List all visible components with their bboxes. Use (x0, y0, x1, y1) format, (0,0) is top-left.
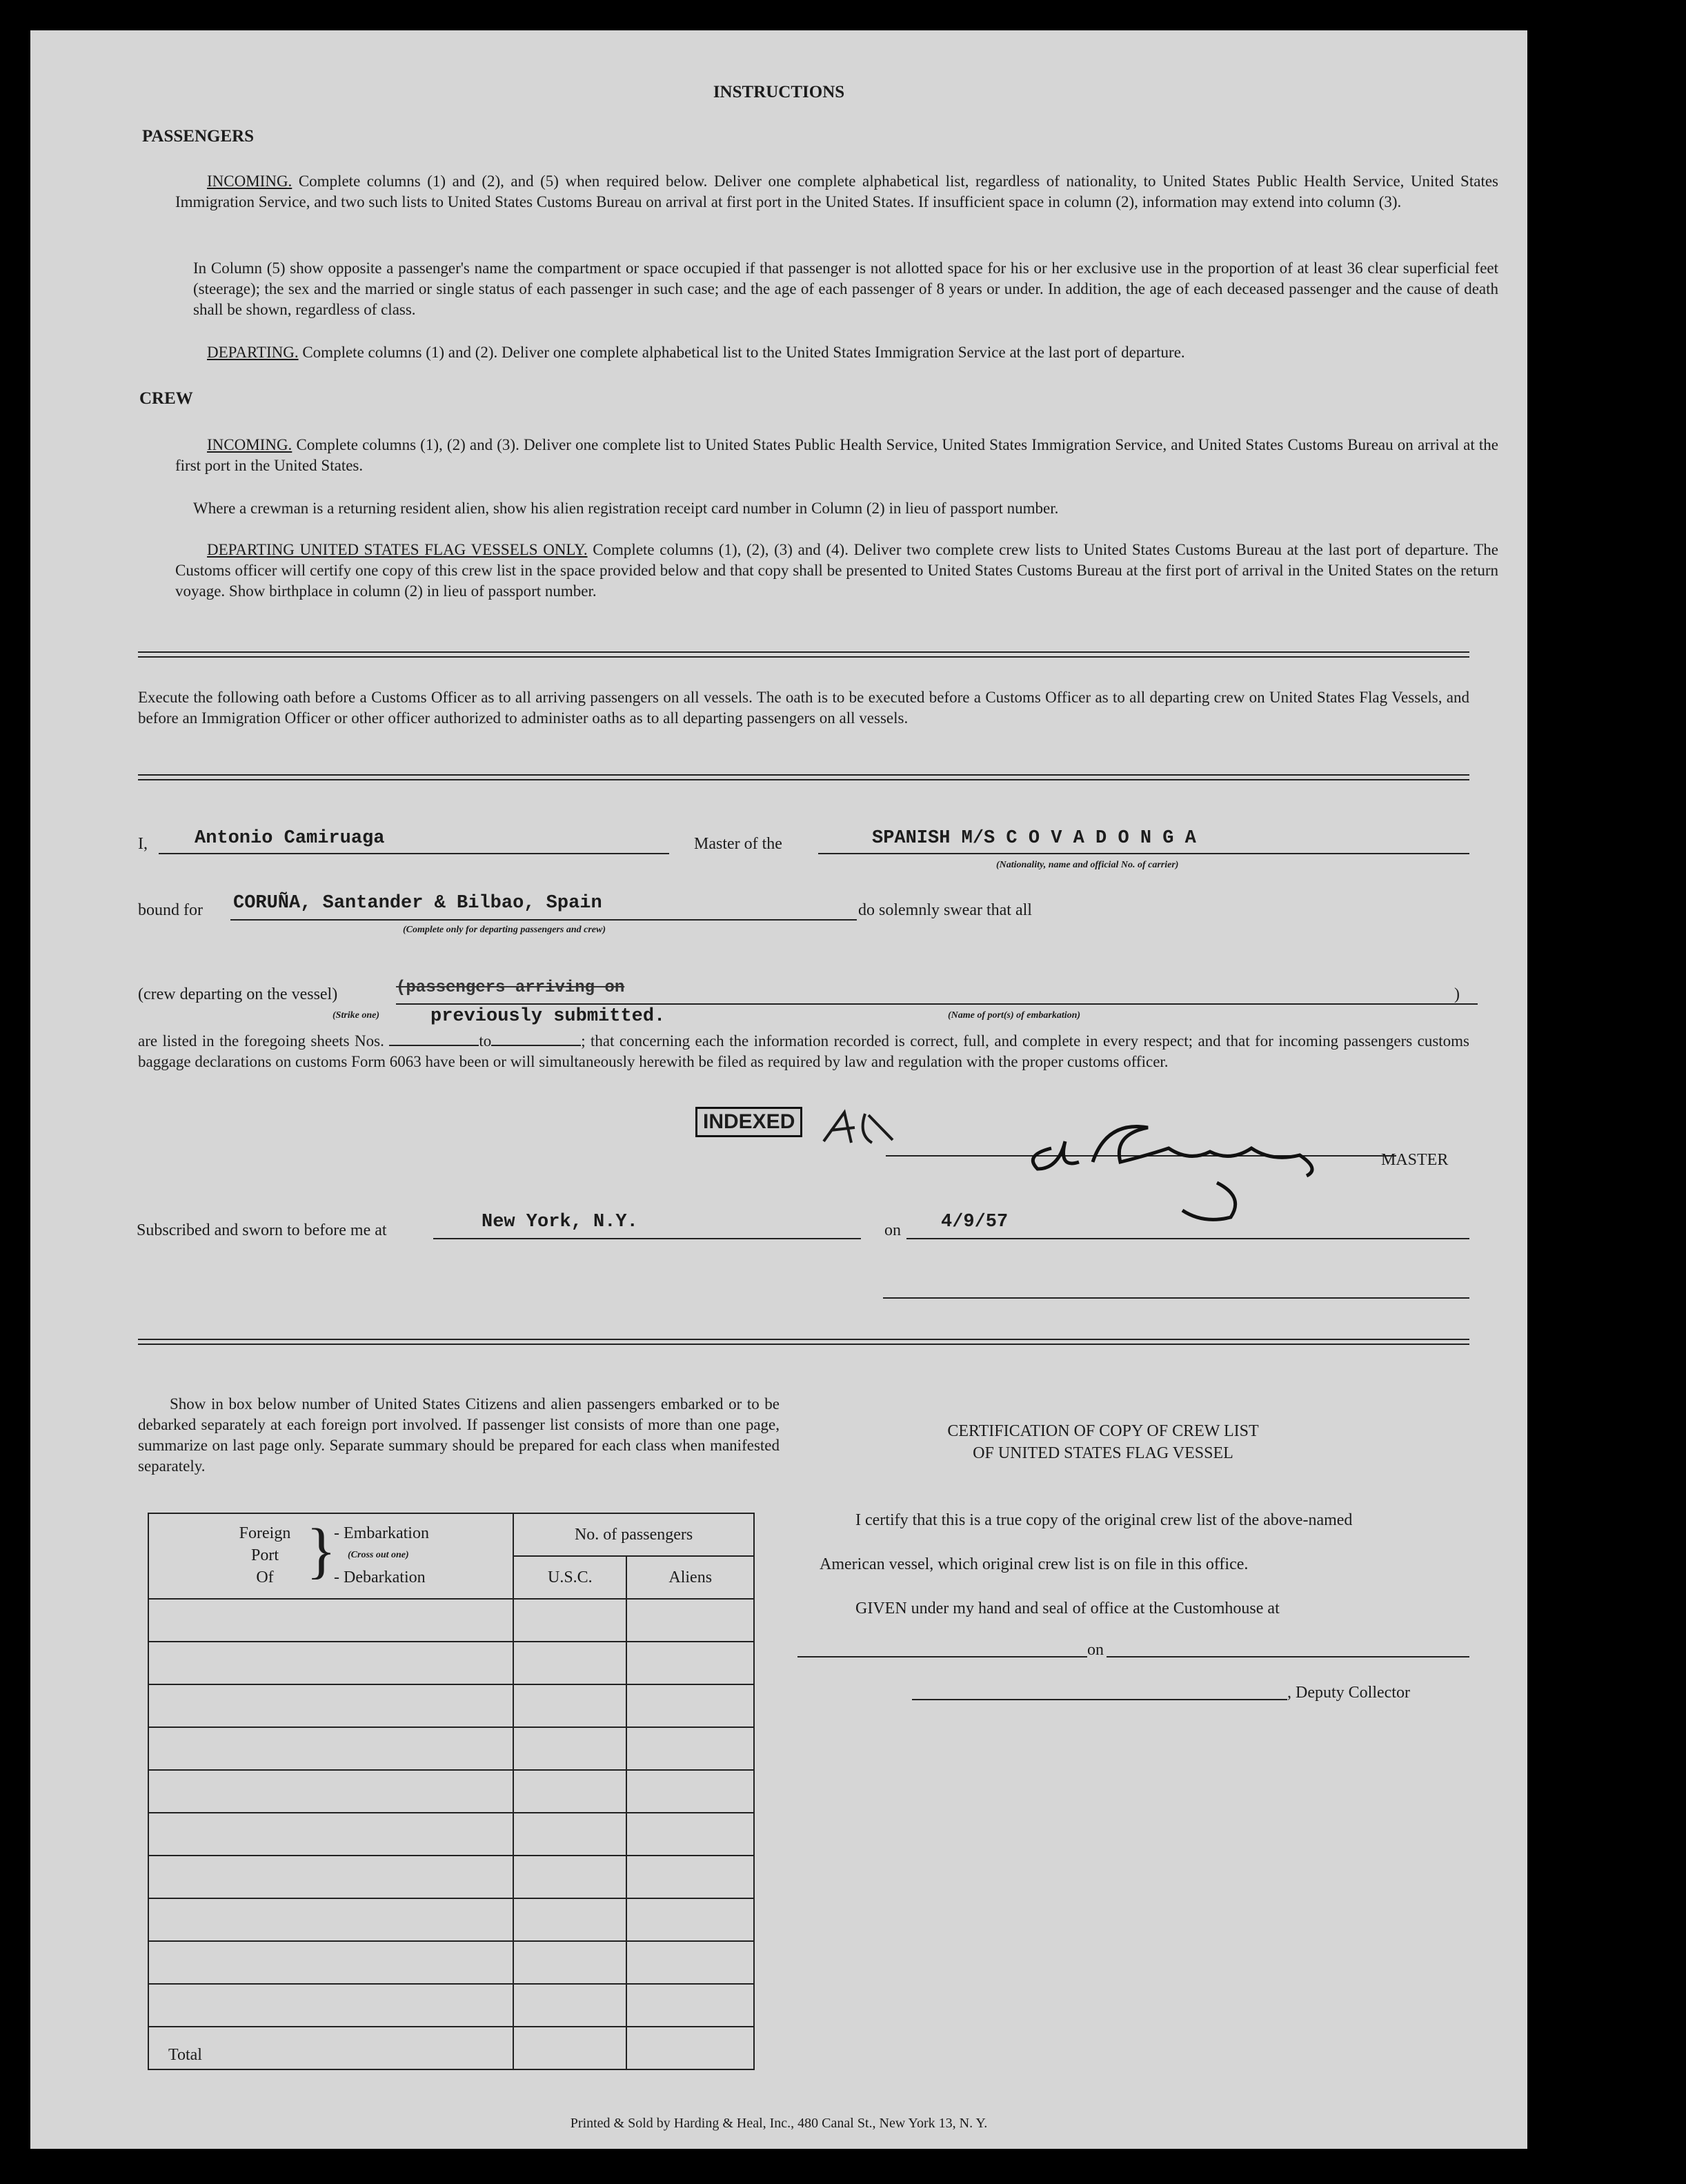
master-name-line (159, 853, 669, 854)
debarkation-option: - Debarkation (334, 1568, 426, 1586)
port-cell[interactable] (148, 1770, 513, 1813)
initials-mark (817, 1107, 900, 1148)
officer-signature-line (883, 1297, 1469, 1299)
certification-title-line1: CERTIFICATION OF COPY OF CREW LIST (947, 1422, 1259, 1440)
struck-out-passengers: (passengers arriving on (396, 978, 625, 997)
sheet-from-field (389, 1045, 479, 1046)
cross-out-caption: (Cross out one) (348, 1550, 409, 1560)
table-header-row (148, 1513, 754, 1556)
certify-line1: I certify that this is a true copy of the original crew list of the above-named (855, 1511, 1353, 1529)
of-label: Of (256, 1568, 274, 1586)
aliens-cell[interactable] (626, 1813, 754, 1856)
sheet-to-field (491, 1045, 581, 1046)
foreign-label: Foreign (239, 1524, 291, 1542)
total-label: Total (148, 2027, 513, 2069)
total-row (148, 2027, 754, 2069)
section-divider (138, 774, 1469, 780)
deputy-collector-label: , Deputy Collector (1287, 1684, 1410, 1702)
instructions-title: INSTRUCTIONS (713, 83, 845, 101)
aliens-cell[interactable] (626, 1984, 754, 2027)
table-row (148, 1898, 754, 1941)
aliens-total-cell[interactable] (626, 2027, 754, 2069)
oath-intro: Execute the following oath before a Customs Officer as to all arriving passengers on all vessels. The oath is to be executed before a Customs Officer as to all departing crew on United States Flag Vessels, and before an Immigration Officer or other officer authorized to administer oaths as to all departing passengers on all vessels. (138, 689, 1469, 727)
section-divider (138, 651, 1469, 658)
customhouse-field[interactable] (797, 1656, 1087, 1657)
destination-caption: (Complete only for departing passengers and crew) (403, 925, 606, 935)
port-label: Port (250, 1546, 279, 1564)
usc-cell[interactable] (513, 1941, 626, 1984)
previously-submitted: previously submitted. (430, 1006, 666, 1027)
crew-heading: CREW (139, 389, 193, 408)
cert-on-label: on (1087, 1641, 1104, 1659)
aliens-header: Aliens (626, 1556, 754, 1599)
certification-title-line2: OF UNITED STATES FLAG VESSEL (973, 1444, 1233, 1462)
table-row (148, 1941, 754, 1984)
brace-glyph: } (306, 1517, 337, 1585)
aliens-cell[interactable] (626, 1599, 754, 1642)
port-caption: (Name of port(s) of embarkation) (948, 1010, 1081, 1021)
place-line (433, 1238, 861, 1239)
aliens-cell[interactable] (626, 1727, 754, 1770)
port-header-cell (148, 1513, 513, 1599)
table-row (148, 1856, 754, 1898)
destination: CORUÑA, Santander & Bilbao, Spain (233, 893, 602, 914)
passengers-incoming-text: Complete columns (1) and (2), and (5) when required below. Deliver one complete alphabetical list, regardless of nationality, to United States Public Health Service, United States Immigration Service, and two such lists to United States Customs Bureau on arrival at first port in the United States. If insufficient space in column (2), information may extend into column (3). (175, 173, 1499, 210)
aliens-cell[interactable] (626, 1770, 754, 1813)
table-row (148, 1727, 754, 1770)
close-paren: ) (1454, 985, 1460, 1003)
table-row (148, 1770, 754, 1813)
usc-cell[interactable] (513, 1856, 626, 1898)
port-cell[interactable] (148, 1984, 513, 2027)
usc-cell[interactable] (513, 1599, 626, 1642)
sworn-place: New York, N.Y. (482, 1212, 638, 1232)
swear-label: do solemnly swear that all (858, 901, 1032, 919)
listed-text-b: ; that concerning each the information recorded is correct, full, and complete in every respect; and that for incoming passengers customs baggage declarations on customs Form 6063 have been or will simultaneously herewith be filed as required by law and regulation with the proper customs officer. (138, 1032, 1469, 1070)
crew-incoming-text: Complete columns (1), (2) and (3). Deliver one complete list to United States Public Health Service, United States Immigration Service, and United States Customs Bureau on arrival at the first port in the United States. (175, 436, 1498, 474)
usc-total-cell[interactable] (513, 2027, 626, 2069)
port-cell[interactable] (148, 1599, 513, 1642)
foreign-port-of (230, 1522, 299, 1588)
date-line (906, 1238, 1469, 1239)
usc-cell[interactable] (513, 1898, 626, 1941)
listed-text-a: are listed in the foregoing sheets Nos. (138, 1032, 384, 1050)
port-cell[interactable] (148, 1684, 513, 1727)
port-cell[interactable] (148, 1898, 513, 1941)
column5-paragraph: In Column (5) show opposite a passenger's name the compartment or space occupied if that passenger is not allotted space for his or her exclusive use in the proportion of at least 36 clear superficial feet (steerage); the sex and the married or single status of each passenger in such case; and the age of each passenger of 8 years or under. In addition, the age of each deceased passenger and the cause of death shall be shown, regardless of class. (193, 259, 1498, 318)
port-cell[interactable] (148, 1941, 513, 1984)
printer-footer: Printed & Sold by Harding & Heal, Inc., 480 Canal St., New York 13, N. Y. (570, 2116, 988, 2131)
crew-departing-label: (crew departing on the vessel) (138, 985, 338, 1003)
embarkation-port-line (396, 1003, 1478, 1005)
usc-cell[interactable] (513, 1684, 626, 1727)
usc-cell[interactable] (513, 1813, 626, 1856)
passengers-departing-paragraph (175, 342, 1498, 363)
aliens-cell[interactable] (626, 1684, 754, 1727)
subscribed-label: Subscribed and sworn to before me at (137, 1221, 387, 1239)
bound-for-label: bound for (138, 901, 203, 919)
usc-cell[interactable] (513, 1727, 626, 1770)
passengers-incoming-label: INCOMING. (207, 173, 292, 190)
crew-incoming-label: INCOMING. (207, 436, 292, 453)
vessel-caption: (Nationality, name and official No. of carrier) (996, 860, 1179, 870)
port-cell[interactable] (148, 1856, 513, 1898)
embark-debark-options (334, 1522, 429, 1588)
sworn-date: 4/9/57 (941, 1212, 1009, 1232)
usc-cell[interactable] (513, 1770, 626, 1813)
passengers-incoming-paragraph (175, 171, 1498, 213)
port-cell[interactable] (148, 1813, 513, 1856)
summary-intro: Show in box below number of United States Citizens and alien passengers embarked or to be debarked separately at each foreign port involved. If passenger list consists of more than one page, summarize on last page only. Separate summary should be prepared for each class when manifested separately. (138, 1395, 780, 1475)
embarkation-option: - Embarkation (334, 1524, 429, 1542)
usc-cell[interactable] (513, 1984, 626, 2027)
form-page (30, 30, 1527, 2149)
aliens-cell[interactable] (626, 1898, 754, 1941)
section-divider (138, 1339, 1469, 1345)
aliens-cell[interactable] (626, 1856, 754, 1898)
certification-title (851, 1420, 1355, 1464)
destination-line (230, 919, 857, 921)
master-of-label: Master of the (694, 835, 782, 853)
given-line: GIVEN under my hand and seal of office at the Customhouse at (855, 1600, 1280, 1617)
cert-date-field[interactable] (1107, 1656, 1469, 1657)
crewman-paragraph: Where a crewman is a returning resident alien, show his alien registration receipt card number in Column (2) in lieu of passport number. (193, 500, 1059, 517)
aliens-cell[interactable] (626, 1941, 754, 1984)
i-label: I, (138, 835, 148, 853)
table-row (148, 1984, 754, 2027)
table-row (148, 1599, 754, 1642)
flag-vessels-label: DEPARTING UNITED STATES FLAG VESSELS ONLY. (207, 541, 588, 558)
strike-one-caption: (Strike one) (333, 1010, 380, 1021)
passengers-departing-text: Complete columns (1) and (2). Deliver one complete alphabetical list to the United States Immigration Service at the last port of departure. (302, 344, 1185, 361)
master-signature (1010, 1107, 1355, 1231)
vessel-line (818, 853, 1469, 854)
sworn-on-label: on (884, 1221, 901, 1239)
crew-incoming-paragraph (175, 435, 1498, 476)
flag-vessels-text: Complete columns (1), (2), (3) and (4). Deliver two complete crew lists to United States Customs Bureau at the last port of departure. The Customs officer will certify one copy of this crew list in the space provided below and that copy shall be presented to United States Customs Bureau at the first port of arrival in the United States on the return voyage. Show birthplace in column (2) in lieu of passport number. (175, 541, 1499, 600)
table-row (148, 1684, 754, 1727)
table-row (148, 1813, 754, 1856)
certify-line2: American vessel, which original crew list is on file in this office. (820, 1555, 1249, 1573)
passenger-summary-table (148, 1513, 755, 2070)
table-row (148, 1642, 754, 1684)
port-cell[interactable] (148, 1642, 513, 1684)
aliens-cell[interactable] (626, 1642, 754, 1684)
master-label: MASTER (1381, 1151, 1449, 1169)
indexed-stamp: INDEXED (695, 1107, 802, 1137)
usc-cell[interactable] (513, 1642, 626, 1684)
listed-paragraph (138, 1031, 1469, 1072)
master-name: Antonio Camiruaga (195, 828, 385, 849)
flag-vessels-paragraph (175, 540, 1498, 602)
passengers-departing-label: DEPARTING. (207, 344, 299, 361)
listed-to-label: to (479, 1032, 492, 1050)
port-cell[interactable] (148, 1727, 513, 1770)
no-passengers-header: No. of passengers (513, 1513, 754, 1556)
deputy-signature-field[interactable] (912, 1699, 1287, 1700)
vessel-name: SPANISH M/S C O V A D O N G A (872, 828, 1196, 849)
passengers-heading: PASSENGERS (142, 127, 255, 146)
usc-header: U.S.C. (513, 1556, 626, 1599)
